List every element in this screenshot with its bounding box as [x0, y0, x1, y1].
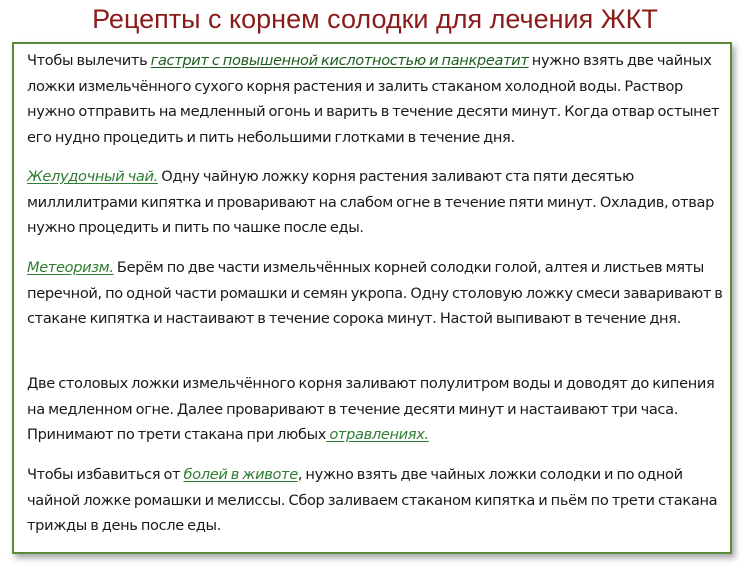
- paragraph-text: Берём по две части измельчённых корней солодки голой, алтея и листьев мяты перечной, по одной части ромашки и семян укропа. Одну столовую ложку смеси заваривают в стакане кипятка и настаивают в течение сорока минут. Настой выпивают в течение дня.: [27, 259, 723, 327]
- paragraph-text: Чтобы вылечить: [27, 52, 151, 69]
- meteorism-link[interactable]: Метеоризм.: [27, 259, 114, 276]
- paragraph-text: Чтобы избавиться от: [27, 466, 184, 483]
- paragraph-text: Одну чайную ложку корня растения заливают ста пяти десятью миллилитрами кипятка и проваривают на слабом огне в течение пяти минут. Охладив, отвар нужно процедить и пить по чашке после еды.: [27, 168, 715, 236]
- paragraph-text: , нужно взять две чайных ложки солодки и по одной чайной ложке ромашки и мелиссы. Сбор заливаем стаканом кипятка и пьём по трети стакана трижды в день после еды.: [27, 466, 718, 534]
- poisoning-link[interactable]: отравлениях.: [326, 426, 429, 443]
- paragraph-text: нужно взять две чайных ложки измельчённого сухого корня растения и залить стаканом холодной воды. Раствор нужно отправить на медленный огонь и варить в течение десяти минут. Когда отвар остынет его нудно процедить и пить небольшими глотками в течение дня.: [27, 52, 720, 146]
- page-title: Рецепты с корнем солодки для лечения ЖКТ: [92, 4, 658, 34]
- recipes-box: [12, 42, 732, 554]
- paragraph-text: Две столовых ложки измельчённого корня заливают полулитром воды и доводят до кипения на медленном огне. Далее проваривают в течение десяти минут и настаивают три часа. Принимают по трети стакана при любых: [27, 375, 715, 443]
- recipe-paragraph-poisoning: [27, 371, 727, 448]
- abdominal-pain-link[interactable]: болей в животе: [183, 466, 298, 483]
- gastritis-link[interactable]: гастрит с повышенной кислотностью и панкреатит: [150, 52, 529, 69]
- recipe-paragraph-meteorism: [27, 255, 727, 332]
- recipe-paragraph-stomach-tea: [27, 164, 727, 241]
- recipe-paragraph-gastritis: [27, 48, 727, 150]
- stomach-tea-link[interactable]: Желудочный чай.: [27, 168, 158, 185]
- recipe-paragraph-abdominal-pain: [27, 462, 727, 539]
